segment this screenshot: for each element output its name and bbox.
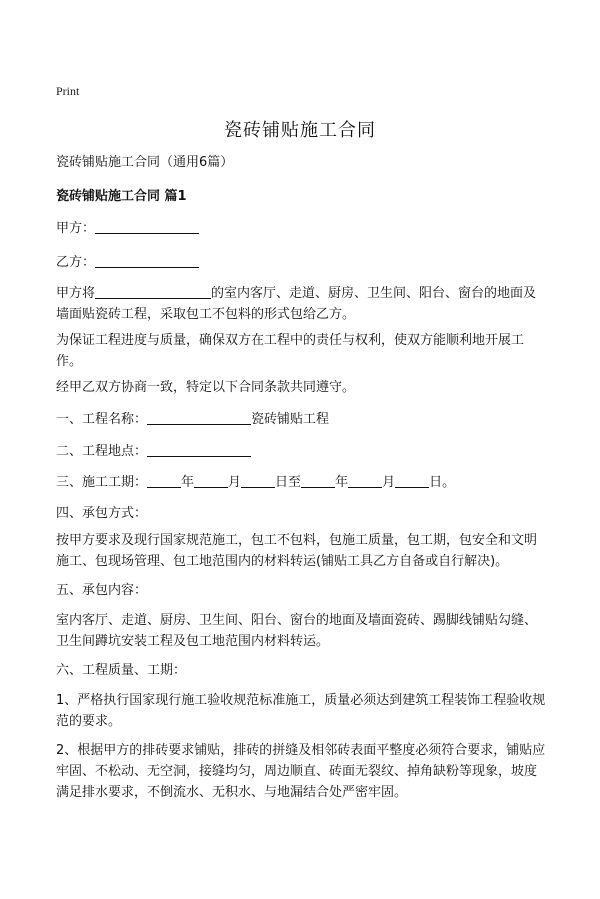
item-2-label: 二、工程地点： bbox=[56, 444, 148, 459]
item-1-line bbox=[56, 409, 546, 430]
item-3-blank-month2 bbox=[348, 473, 382, 488]
item-4-body: 按甲方要求及现行国家规范施工，包工不包料，包施工质量，包工期，包安全和文明施工、包现场管理、包工地范围内的材料转运(铺贴工具乙方自备或自行解决)。 bbox=[56, 533, 538, 569]
item-5-label: 五、承包内容： bbox=[56, 583, 148, 598]
item-6-paragraph-1: 1、严格执行国家现行施工验收规范标准施工，质量必须达到建筑工程装饰工程验收规范的要求。 bbox=[56, 693, 546, 729]
item-1-blank bbox=[147, 410, 251, 425]
item-2-line bbox=[56, 441, 546, 462]
paragraph-1-suffix: 的室内客厅、走道、厨房、卫生间、阳台、窗台的地面及墙面贴瓷砖工程，采取包工不包料的形式包给乙方。 bbox=[56, 286, 537, 322]
party-a-blank bbox=[95, 219, 199, 234]
party-a-line bbox=[56, 218, 546, 239]
item-3-label: 三、施工工期： bbox=[56, 475, 148, 490]
paragraph-2: 为保证工程进度与质量，确保双方在工程中的责任与权利，使双方能顺利地开展工作。 bbox=[56, 333, 525, 369]
paragraph-1 bbox=[56, 283, 546, 325]
party-b-line bbox=[56, 252, 546, 273]
item-3-blank-year2 bbox=[301, 473, 335, 488]
section-heading: 瓷砖铺贴施工合同 篇1 bbox=[56, 189, 187, 204]
item-3-blank-day2 bbox=[395, 473, 429, 488]
paragraph-3: 经甲乙双方协商一致，特定以下合同条款共同遵守。 bbox=[56, 380, 356, 395]
item-2-blank bbox=[147, 442, 251, 457]
party-b-label: 乙方： bbox=[56, 255, 96, 270]
item-3-year: 年 bbox=[181, 475, 195, 490]
print-label[interactable]: Print bbox=[56, 84, 80, 98]
item-1-suffix: 瓷砖铺贴工程 bbox=[251, 412, 330, 427]
item-3-year2: 年 bbox=[335, 475, 349, 490]
item-3-month2: 月 bbox=[382, 475, 396, 490]
item-3-blank-year bbox=[147, 473, 181, 488]
item-3-line bbox=[56, 472, 546, 493]
party-b-blank bbox=[95, 253, 199, 268]
paragraph-1-blank bbox=[95, 284, 211, 299]
document-subtitle: 瓷砖铺贴施工合同（通用6篇） bbox=[56, 155, 234, 170]
item-3-month: 月 bbox=[228, 475, 242, 490]
item-6-paragraph-2: 2、根据甲方的排砖要求铺贴，排砖的拼缝及相邻砖表面平整度必须符合要求，铺贴应牢固、不松动、无空洞，接缝均匀，周边顺直、砖面无裂纹、掉角缺粉等现象，坡度满足排水要求，不倒流水、无积水、与地漏结合处严密牢固。 bbox=[56, 743, 546, 800]
item-3-day2: 日。 bbox=[429, 475, 456, 490]
item-3-blank-month bbox=[194, 473, 228, 488]
item-4-label: 四、承包方式： bbox=[56, 506, 148, 521]
party-a-label: 甲方： bbox=[56, 221, 96, 236]
item-1-label: 一、工程名称： bbox=[56, 412, 148, 427]
item-3-day-to: 日至 bbox=[275, 475, 302, 490]
item-5-body: 室内客厅、走道、厨房、卫生间、阳台、窗台的地面及墙面瓷砖、踢脚线铺贴勾缝、卫生间蹲坑安装工程及包工地范围内材料转运。 bbox=[56, 613, 538, 649]
item-3-blank-day bbox=[241, 473, 275, 488]
item-6-label: 六、工程质量、工期： bbox=[56, 663, 187, 678]
document-title: 瓷砖铺贴施工合同 bbox=[224, 120, 376, 141]
paragraph-1-prefix: 甲方将 bbox=[56, 286, 96, 301]
